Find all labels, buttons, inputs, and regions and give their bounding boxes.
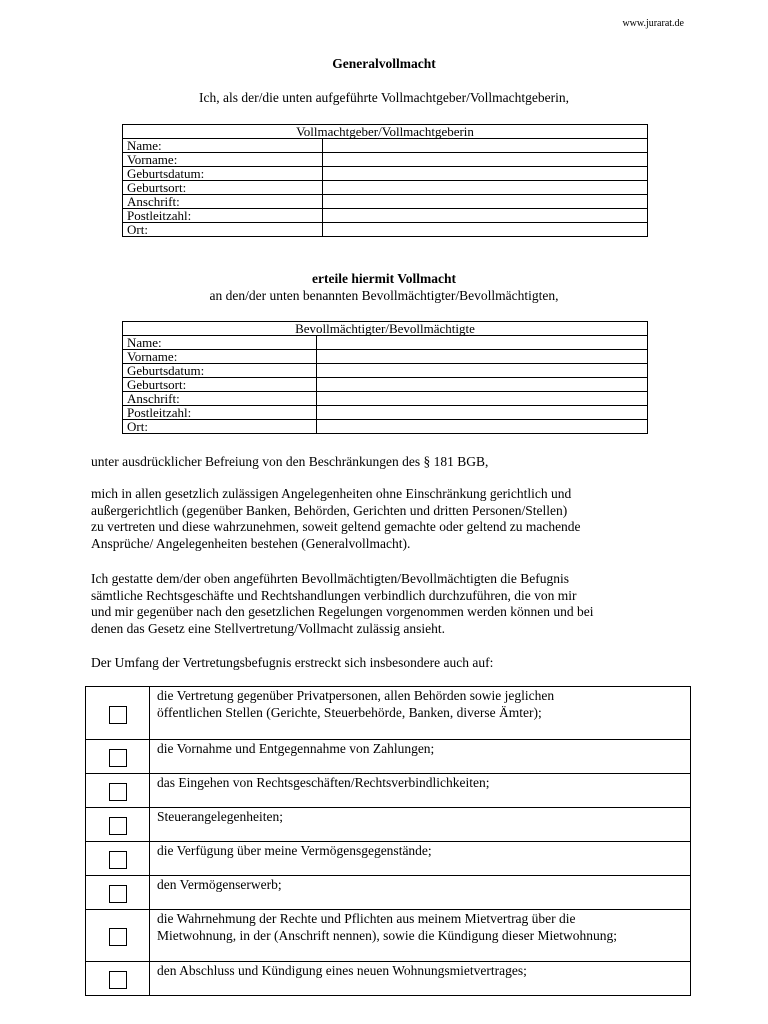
table-row [123, 392, 648, 406]
table-row [86, 962, 691, 996]
scope-item-line: die Wahrnehmung der Rechte und Pflichten aus meinem Mietvertrag über die [157, 911, 576, 926]
scope-item-line: öffentlichen Stellen (Gerichte, Steuerbehörde, Banken, diverse Ämter); [157, 705, 542, 720]
field-label: Anschrift: [123, 392, 317, 406]
grantor-table [122, 124, 648, 237]
agent-name-field[interactable] [317, 336, 648, 350]
paragraph-line: Ich gestatte dem/der oben angeführten Bevollmächtigten/Bevollmächtigten die Befugnis [91, 571, 569, 586]
table-row [123, 406, 648, 420]
scope-item-text [150, 808, 691, 842]
table-row [86, 808, 691, 842]
table-row [86, 774, 691, 808]
table-row [123, 378, 648, 392]
agent-table-heading: Bevollmächtigter/Bevollmächtigte [123, 322, 648, 336]
paragraph-scope-intro [91, 655, 691, 672]
paragraph-line: sämtliche Rechtsgeschäfte und Rechtshandlungen verbindlich durchzuführen, die von mir [91, 587, 577, 603]
paragraph-line: und mir gegenüber nach den gesetzlichen Regelungen vorgenommen werden können und bei [91, 604, 594, 619]
scope-item-line: den Abschluss und Kündigung eines neuen Wohnungsmietvertrages; [157, 963, 527, 978]
agent-birthplace-field[interactable] [317, 378, 648, 392]
field-label: Ort: [123, 420, 317, 434]
paragraph-scope-general [91, 486, 691, 552]
checkbox-cell [86, 842, 150, 876]
agent-firstname-field[interactable] [317, 350, 648, 364]
table-row [123, 364, 648, 378]
agent-table [122, 321, 648, 434]
table-row [123, 350, 648, 364]
field-label: Postleitzahl: [123, 209, 323, 223]
table-row [123, 336, 648, 350]
scope-table [85, 686, 691, 996]
grantor-postcode-field[interactable] [323, 209, 648, 223]
table-row [86, 687, 691, 740]
agent-birthdate-field[interactable] [317, 364, 648, 378]
grantor-birthdate-field[interactable] [323, 167, 648, 181]
scope-item-line: die Vornahme und Entgegennahme von Zahlungen; [157, 741, 435, 756]
paragraph-line: außergerichtlich (gegenüber Banken, Behörden, Gerichten und dritten Personen/Stellen) [91, 502, 568, 518]
table-row [86, 740, 691, 774]
checkbox-cell [86, 962, 150, 996]
checkbox-cell [86, 808, 150, 842]
checkbox-cell [86, 876, 150, 910]
grantor-city-field[interactable] [323, 223, 648, 237]
paragraph-line: unter ausdrücklicher Befreiung von den Beschränkungen des § 181 BGB, [91, 454, 489, 469]
agent-city-field[interactable] [317, 420, 648, 434]
field-label: Vorname: [123, 153, 323, 167]
checkbox-cell [86, 740, 150, 774]
paragraph-authority [91, 571, 691, 637]
grantor-name-field[interactable] [323, 139, 648, 153]
field-label: Ort: [123, 223, 323, 237]
checkbox-new-lease[interactable] [109, 971, 127, 989]
website-url: www.jurarat.de [622, 18, 684, 29]
agent-postcode-field[interactable] [317, 406, 648, 420]
scope-item-line: Steuerangelegenheiten; [157, 809, 283, 824]
scope-item-line: Mietwohnung, in der (Anschrift nennen), sowie die Kündigung dieser Mietwohnung; [157, 928, 618, 943]
scope-item-line: das Eingehen von Rechtsgeschäften/Rechtsverbindlichkeiten; [157, 775, 490, 790]
checkbox-cell [86, 774, 150, 808]
checkbox-public-representation[interactable] [109, 706, 127, 724]
checkbox-legal-transactions[interactable] [109, 783, 127, 801]
scope-item-text [150, 962, 691, 996]
scope-item-line: den Vermögenserwerb; [157, 877, 282, 892]
scope-item-text [150, 740, 691, 774]
table-row [123, 420, 648, 434]
grantor-address-field[interactable] [323, 195, 648, 209]
grantor-table-heading: Vollmachtgeber/Vollmachtgeberin [123, 125, 648, 139]
scope-item-text [150, 842, 691, 876]
table-row [123, 195, 648, 209]
grant-subheading: an den/der unten benannten Bevollmächtigter/Bevollmächtigten, [209, 288, 559, 303]
scope-item-text [150, 774, 691, 808]
scope-item-line: die Verfügung über meine Vermögensgegenstände; [157, 843, 432, 858]
field-label: Geburtsort: [123, 378, 317, 392]
field-label: Anschrift: [123, 195, 323, 209]
checkbox-payments[interactable] [109, 749, 127, 767]
grant-heading: erteile hiermit Vollmacht [312, 271, 456, 286]
table-row [123, 209, 648, 223]
paragraph-line: denen das Gesetz eine Stellvertretung/Vollmacht zulässig ansieht. [91, 620, 446, 636]
grantor-birthplace-field[interactable] [323, 181, 648, 195]
paragraph-line: Ansprüche/ Angelegenheiten bestehen (Generalvollmacht). [91, 535, 411, 551]
field-label: Name: [123, 336, 317, 350]
checkbox-cell [86, 687, 150, 740]
paragraph-line: Der Umfang der Vertretungsbefugnis erstreckt sich insbesondere auch auf: [91, 655, 494, 670]
paragraph-line: mich in allen gesetzlich zulässigen Angelegenheiten ohne Einschränkung gerichtlich und [91, 486, 572, 501]
grantor-firstname-field[interactable] [323, 153, 648, 167]
checkbox-asset-disposal[interactable] [109, 851, 127, 869]
field-label: Geburtsdatum: [123, 167, 323, 181]
table-row [86, 910, 691, 962]
checkbox-asset-acquisition[interactable] [109, 885, 127, 903]
intro-text: Ich, als der/die unten aufgeführte Vollmachtgeber/Vollmachtgeberin, [198, 90, 569, 105]
field-label: Geburtsort: [123, 181, 323, 195]
paragraph-line: zu vertreten und diese wahrzunehmen, soweit geltend gemachte oder geltend zu machende [91, 519, 581, 534]
checkbox-tax-matters[interactable] [109, 817, 127, 835]
scope-item-text [150, 687, 691, 740]
table-row [123, 153, 648, 167]
field-label: Name: [123, 139, 323, 153]
table-row [86, 876, 691, 910]
scope-item-text [150, 910, 691, 962]
table-row [123, 167, 648, 181]
field-label: Geburtsdatum: [123, 364, 317, 378]
paragraph-181-bgb [91, 454, 691, 471]
scope-item-text [150, 876, 691, 910]
field-label: Vorname: [123, 350, 317, 364]
document-title: Generalvollmacht [332, 56, 436, 71]
scope-item-line: die Vertretung gegenüber Privatpersonen, allen Behörden sowie jeglichen [157, 688, 555, 703]
table-row [86, 842, 691, 876]
checkbox-rental-agreement[interactable] [109, 928, 127, 946]
field-label: Postleitzahl: [123, 406, 317, 420]
table-row [123, 181, 648, 195]
table-row [123, 139, 648, 153]
agent-address-field[interactable] [317, 392, 648, 406]
table-row [123, 223, 648, 237]
checkbox-cell [86, 910, 150, 962]
